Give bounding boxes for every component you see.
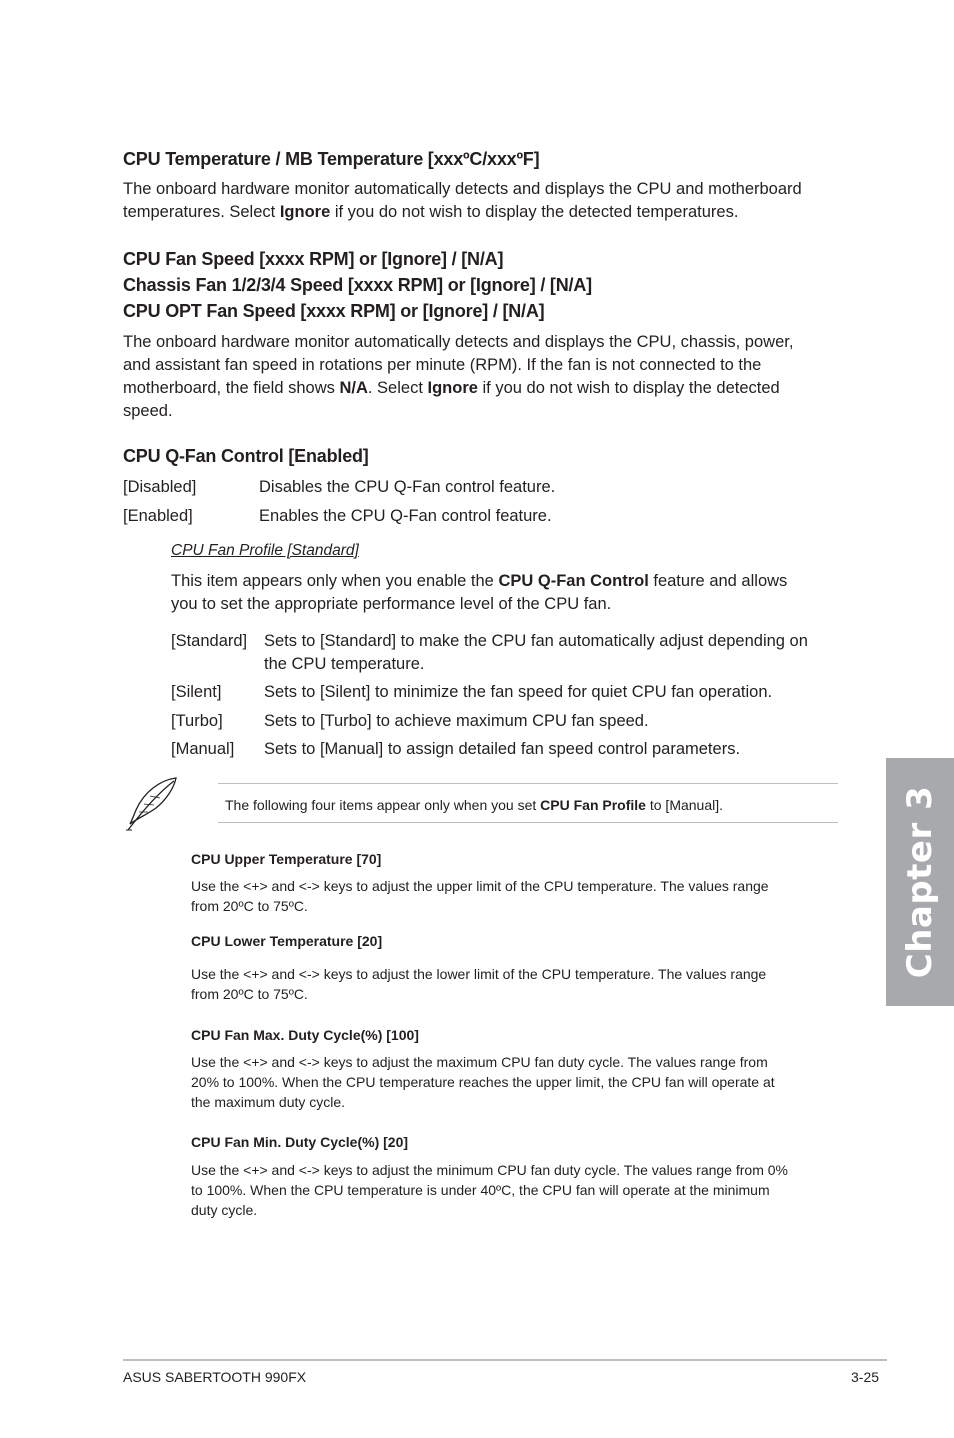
option-row bbox=[123, 476, 823, 499]
section-heading-qfan-control: CPU Q-Fan Control [Enabled] bbox=[123, 446, 369, 466]
bold-term: CPU Fan Profile bbox=[540, 797, 646, 813]
profile-option-row bbox=[171, 630, 851, 676]
section-heading-temperature: CPU Temperature / MB Temperature [xxxºC/xxxºF] bbox=[123, 149, 540, 169]
text: if you do not wish to display the detected bbox=[477, 379, 780, 397]
item-heading-min-duty-cycle: CPU Fan Min. Duty Cycle(%) [20] bbox=[191, 1134, 409, 1150]
profile-option-row bbox=[171, 710, 851, 733]
text: The following four items appear only when you set bbox=[225, 797, 541, 813]
text: feature and allows bbox=[648, 572, 788, 590]
option-description-continued: the CPU temperature. bbox=[264, 655, 425, 673]
lower-temperature-line-1: Use the <+> and <-> keys to adjust the lower limit of the CPU temperature. The values range bbox=[191, 966, 767, 982]
min-duty-line-2: to 100%. When the CPU temperature is under 40ºC, the CPU fan will operate at the minimum bbox=[191, 1182, 770, 1198]
feather-quill-icon bbox=[120, 774, 182, 834]
item-heading-lower-temperature: CPU Lower Temperature [20] bbox=[191, 933, 383, 949]
chapter-tab-label: Chapter 3 bbox=[900, 785, 940, 979]
profile-paragraph-line-2: you to set the appropriate performance level of the CPU fan. bbox=[171, 595, 612, 613]
item-heading-max-duty-cycle: CPU Fan Max. Duty Cycle(%) [100] bbox=[191, 1027, 419, 1043]
bold-term: N/A bbox=[339, 379, 368, 397]
fan-paragraph-line-1: The onboard hardware monitor automatically detects and displays the CPU, chassis, power, bbox=[123, 333, 794, 351]
fan-paragraph-line-4: speed. bbox=[123, 402, 173, 420]
option-description: Enables the CPU Q-Fan control feature. bbox=[259, 507, 552, 525]
max-duty-line-3: the maximum duty cycle. bbox=[191, 1094, 346, 1110]
text: This item appears only when you enable the bbox=[171, 572, 499, 590]
footer-page-number: 3-25 bbox=[851, 1369, 880, 1385]
text: to [Manual]. bbox=[645, 797, 724, 813]
text: . Select bbox=[367, 379, 428, 397]
footer-divider bbox=[123, 1359, 887, 1361]
option-description: Sets to [Turbo] to achieve maximum CPU fan speed. bbox=[264, 712, 649, 730]
subsection-heading-fan-profile: CPU Fan Profile [Standard] bbox=[171, 542, 359, 559]
option-row bbox=[123, 505, 823, 528]
fan-paragraph-line-3 bbox=[123, 377, 780, 400]
section-heading-cpu-opt-fan-speed: CPU OPT Fan Speed [xxxx RPM] or [Ignore] / [N/A] bbox=[123, 301, 545, 321]
upper-temperature-line-2: from 20ºC to 75ºC. bbox=[191, 898, 308, 914]
section-heading-cpu-fan-speed: CPU Fan Speed [xxxx RPM] or [Ignore] / [N/A] bbox=[123, 249, 504, 269]
text: motherboard, the field shows bbox=[123, 379, 340, 397]
footer-product-name: ASUS SABERTOOTH 990FX bbox=[123, 1369, 307, 1385]
option-description: Sets to [Silent] to minimize the fan speed for quiet CPU fan operation. bbox=[264, 683, 773, 701]
bold-term: Ignore bbox=[427, 379, 478, 397]
text: if you do not wish to display the detected temperatures. bbox=[330, 203, 739, 221]
min-duty-line-3: duty cycle. bbox=[191, 1202, 258, 1218]
option-key: [Silent] bbox=[171, 683, 222, 701]
bold-term: Ignore bbox=[279, 203, 331, 221]
bold-term: CPU Q-Fan Control bbox=[498, 572, 649, 590]
profile-paragraph-line-1 bbox=[171, 570, 787, 593]
text: temperatures. Select bbox=[123, 203, 280, 221]
max-duty-line-2: 20% to 100%. When the CPU temperature reaches the upper limit, the CPU fan will operate at bbox=[191, 1074, 775, 1090]
upper-temperature-line-1: Use the <+> and <-> keys to adjust the upper limit of the CPU temperature. The values range bbox=[191, 878, 769, 894]
temperature-paragraph-line-1: The onboard hardware monitor automatically detects and displays the CPU and motherboard bbox=[123, 180, 802, 198]
min-duty-line-1: Use the <+> and <-> keys to adjust the minimum CPU fan duty cycle. The values range from 0% bbox=[191, 1162, 788, 1178]
option-key: [Turbo] bbox=[171, 712, 223, 730]
section-heading-chassis-fan-speed: Chassis Fan 1/2/3/4 Speed [xxxx RPM] or [Ignore] / [N/A] bbox=[123, 275, 592, 295]
note-top-divider bbox=[218, 783, 838, 784]
option-description: Sets to [Standard] to make the CPU fan automatically adjust depending on bbox=[264, 632, 808, 650]
profile-option-row bbox=[171, 738, 851, 761]
option-key: [Enabled] bbox=[123, 507, 193, 525]
option-description: Disables the CPU Q-Fan control feature. bbox=[259, 478, 556, 496]
option-key: [Disabled] bbox=[123, 478, 197, 496]
option-key: [Standard] bbox=[171, 632, 248, 650]
option-description: Sets to [Manual] to assign detailed fan speed control parameters. bbox=[264, 740, 741, 758]
item-heading-upper-temperature: CPU Upper Temperature [70] bbox=[191, 851, 382, 867]
option-key: [Manual] bbox=[171, 740, 235, 758]
lower-temperature-line-2: from 20ºC to 75ºC. bbox=[191, 986, 308, 1002]
fan-paragraph-line-2: and assistant fan speed in rotations per minute (RPM). If the fan is not connected to the bbox=[123, 356, 762, 374]
note-bottom-divider bbox=[218, 822, 838, 823]
chapter-tab bbox=[886, 758, 954, 1006]
profile-option-row bbox=[171, 681, 851, 704]
note-text bbox=[225, 795, 723, 815]
temperature-paragraph-line-2 bbox=[123, 201, 738, 224]
max-duty-line-1: Use the <+> and <-> keys to adjust the maximum CPU fan duty cycle. The values range from bbox=[191, 1054, 768, 1070]
